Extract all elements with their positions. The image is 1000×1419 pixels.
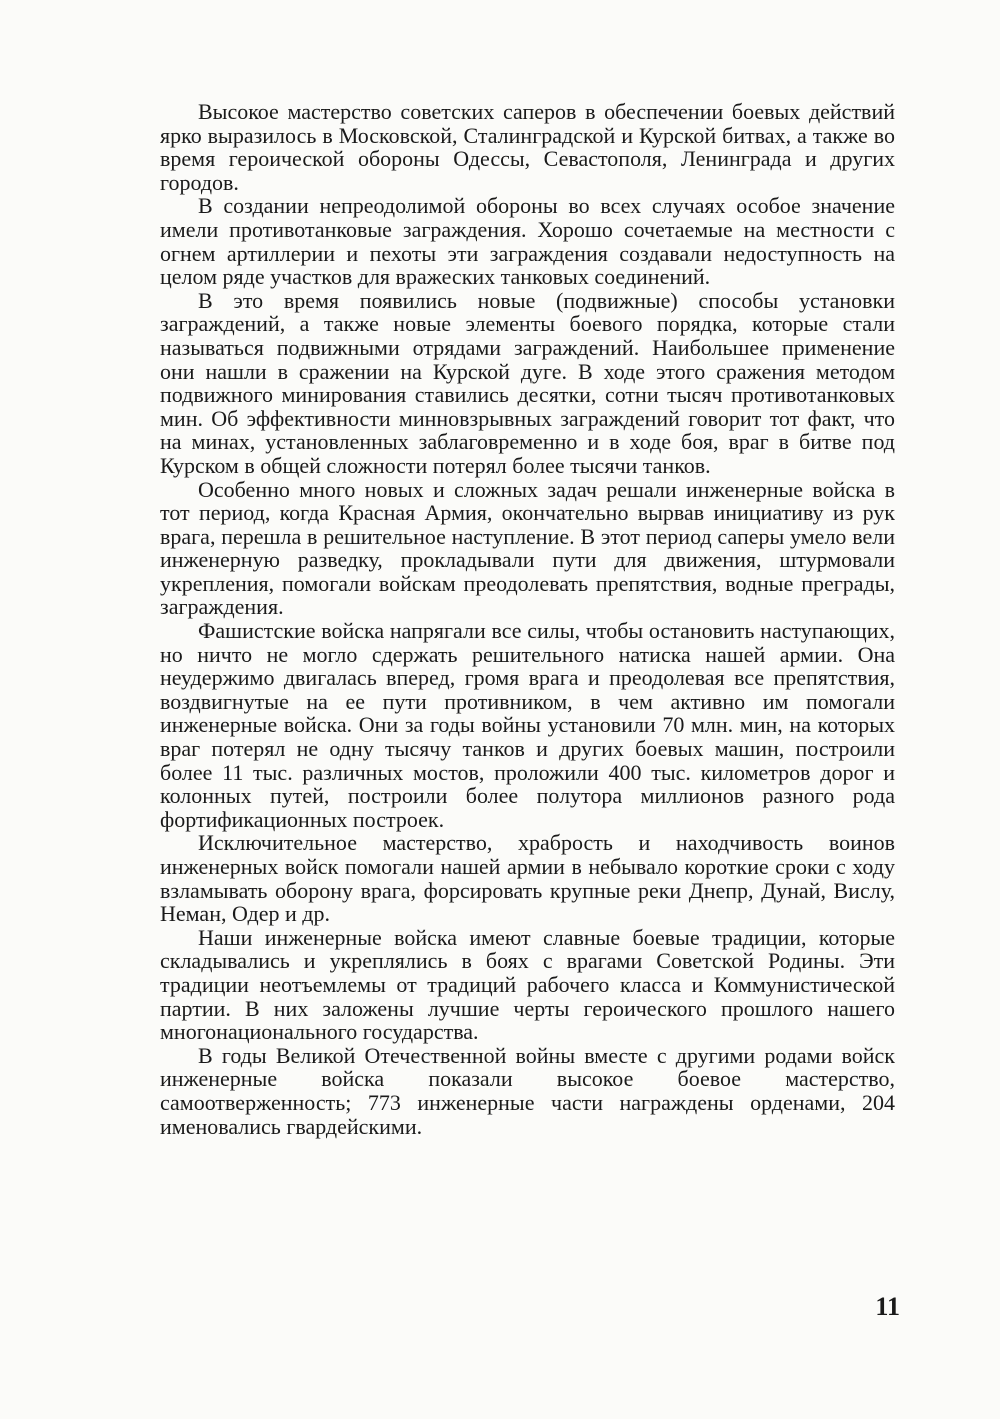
paragraph-7: Наши инженерные войска имеют славные боевые традиции, которые складывались и укреплялись в боях с врагами Советской Родины. Эти традиции неотъемлемы от традиций рабочего класса и Коммунистической партии. В них заложены лучшие черты героического прошлого нашего многонационального государства. xyxy=(160,924,895,1045)
paragraph-4: Особенно много новых и сложных задач решали инженерные войска в тот период, когда Красная Армия, окончательно вырвав инициативу из рук врага, перешла в решительное наступление. В этот период саперы умело вели инженерную разведку, прокладывали пути для движения, штурмовали укрепления, помогали войскам преодолевать препятствия, водные преграды, заграждения. xyxy=(160,476,895,620)
page-number: 11 xyxy=(875,1292,900,1321)
paragraph-1: Высокое мастерство советских саперов в обеспечении боевых действий ярко выразилось в Московской, Сталинградской и Курской битвах, а также во время героической обороны Одессы, Севастополя, Ленинграда и других городов. xyxy=(160,99,895,195)
paragraph-8: В годы Великой Отечественной войны вместе с другими родами войск инженерные войска показали высокое боевое мастерство, самоотверженность; 773 инженерные части награждены орденами, 204 именовались гвардейскими. xyxy=(160,1042,895,1139)
body-text xyxy=(160,100,895,1138)
paragraph-3: В это время появились новые (подвижные) способы установки заграждений, а также новые элементы боевого порядка, которые стали называться подвижными отрядами заграждений. Наибольшее применение они нашли в сражении на Курской дуге. В ходе этого сражения методом подвижного минирования ставились десятки, сотни тысяч противотанковых мин. Об эффективности минновзрывных заграждений говорит тот факт, что на минах, установленных заблаговременно и в ходе боя, враг в битве под Курском в общей сложности потерял более тысячи танков. xyxy=(160,287,895,478)
paragraph-5: Фашистские войска напрягали все силы, чтобы остановить наступающих, но ничто не могло сдержать решительного натиска нашей армии. Она неудержимо двигалась вперед, громя врага и преодолевая все препятствия, воздвигнутые на ее пути противником, в чем активно им помогали инженерные войска. Они за годы войны установили 70 млн. мин, на которых враг потерял не одну тысячу танков и других боевых машин, построили более 11 тыс. различных мостов, проложили 400 тыс. километров дорог и колонных путей, построили более полутора миллионов разного рода фортификационных построек. xyxy=(160,618,895,832)
paragraph-2: В создании непреодолимой обороны во всех случаях особое значение имели противотанковые заграждения. Хорошо сочетаемые на местности с огнем артиллерии и пехоты эти заграждения создавали недоступность на целом ряде участков для вражеских танковых соединений. xyxy=(160,193,895,290)
paragraph-6: Исключительное мастерство, храбрость и находчивость воинов инженерных войск помогали нашей армии в небывало короткие сроки с ходу взламывать оборону врага, форсировать крупные реки Днепр, Дунай, Вислу, Неман, Одер и др. xyxy=(160,830,895,927)
